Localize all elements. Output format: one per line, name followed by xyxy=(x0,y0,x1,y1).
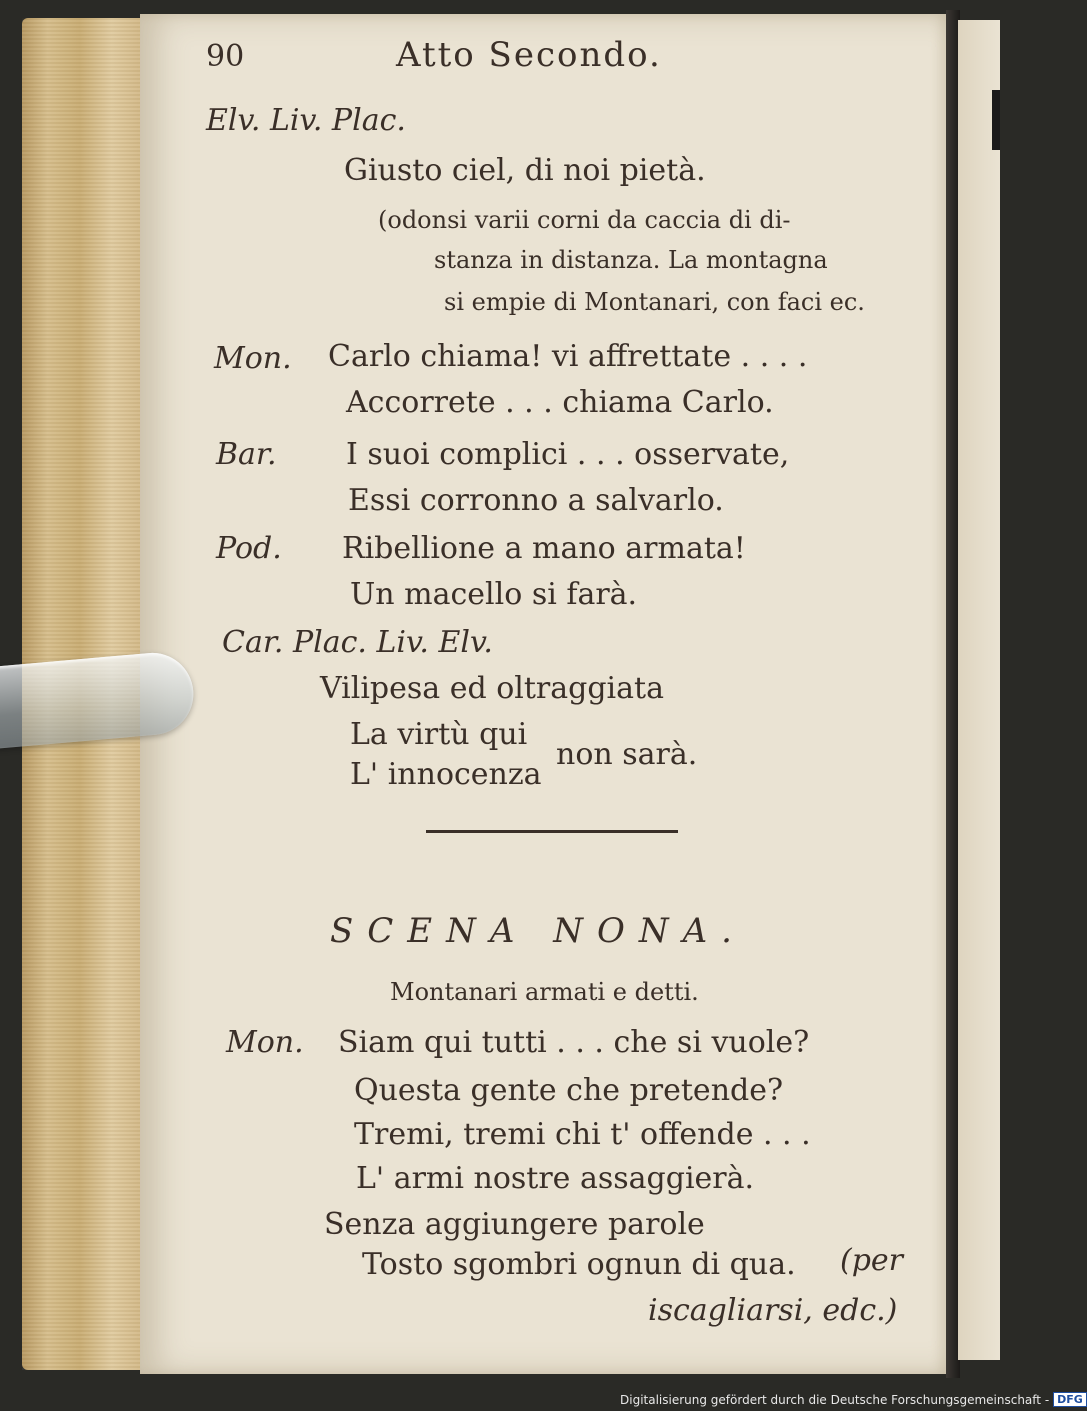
verse-line: I suoi complici . . . osservate, xyxy=(346,437,790,472)
verse-line: Tosto sgombri ognun di qua. xyxy=(362,1247,796,1282)
verse-line: Un macello si farà. xyxy=(350,577,638,612)
verse-line: Vilipesa ed oltraggiata xyxy=(320,671,664,706)
dfg-logo: DFG xyxy=(1053,1392,1087,1407)
verse-line: L' armi nostre assaggierà. xyxy=(356,1161,755,1196)
stage-direction: iscagliarsi, edc.) xyxy=(648,1293,898,1328)
stage-direction-line: (odonsi varii corni da caccia di di- xyxy=(378,206,791,234)
verse-line: L' innocenza xyxy=(350,757,542,792)
bracketed-ending: non sarà. xyxy=(556,737,698,772)
facing-page-mark xyxy=(992,90,1000,150)
verse-line: Giusto ciel, di noi pietà. xyxy=(344,153,706,188)
stage-direction: (per xyxy=(840,1243,904,1278)
stage-direction-line: si empie di Montanari, con faci ec. xyxy=(444,288,865,316)
speaker-label: Bar. xyxy=(216,437,277,472)
scene-title: SCENA NONA. xyxy=(330,911,746,951)
verse-line: Carlo chiama! vi affrettate . . . . xyxy=(328,339,808,374)
attribution-text: Digitalisierung gefördert durch die Deutsche Forschungsgemeinschaft - xyxy=(620,1392,1050,1407)
running-title: Atto Secondo. xyxy=(396,35,662,75)
verse-line: Senza aggiungere parole xyxy=(324,1207,705,1242)
scene-direction: Montanari armati e detti. xyxy=(390,978,699,1006)
facing-page-edge xyxy=(958,20,1000,1360)
verse-line: La virtù qui xyxy=(350,717,528,752)
speaker-label: Mon. xyxy=(214,341,292,376)
verse-line: Siam qui tutti . . . che si vuole? xyxy=(338,1025,810,1060)
attribution-footer xyxy=(620,1392,1087,1407)
page-number: 90 xyxy=(206,39,245,74)
speaker-label: Car. Plac. Liv. Elv. xyxy=(222,625,493,660)
verse-line: Tremi, tremi chi t' offende . . . xyxy=(354,1117,811,1152)
verse-line: Accorrete . . . chiama Carlo. xyxy=(346,385,774,420)
section-rule xyxy=(426,830,678,833)
verse-line: Essi corronno a salvarlo. xyxy=(348,483,724,518)
verse-line: Ribellione a mano armata! xyxy=(342,531,746,566)
speaker-label: Elv. Liv. Plac. xyxy=(206,103,406,138)
stage-direction-line: stanza in distanza. La montagna xyxy=(434,246,828,274)
book-page xyxy=(140,14,946,1374)
speaker-label: Mon. xyxy=(226,1025,304,1060)
speaker-label: Pod. xyxy=(216,531,282,566)
verse-line: Questa gente che pretende? xyxy=(354,1073,784,1108)
